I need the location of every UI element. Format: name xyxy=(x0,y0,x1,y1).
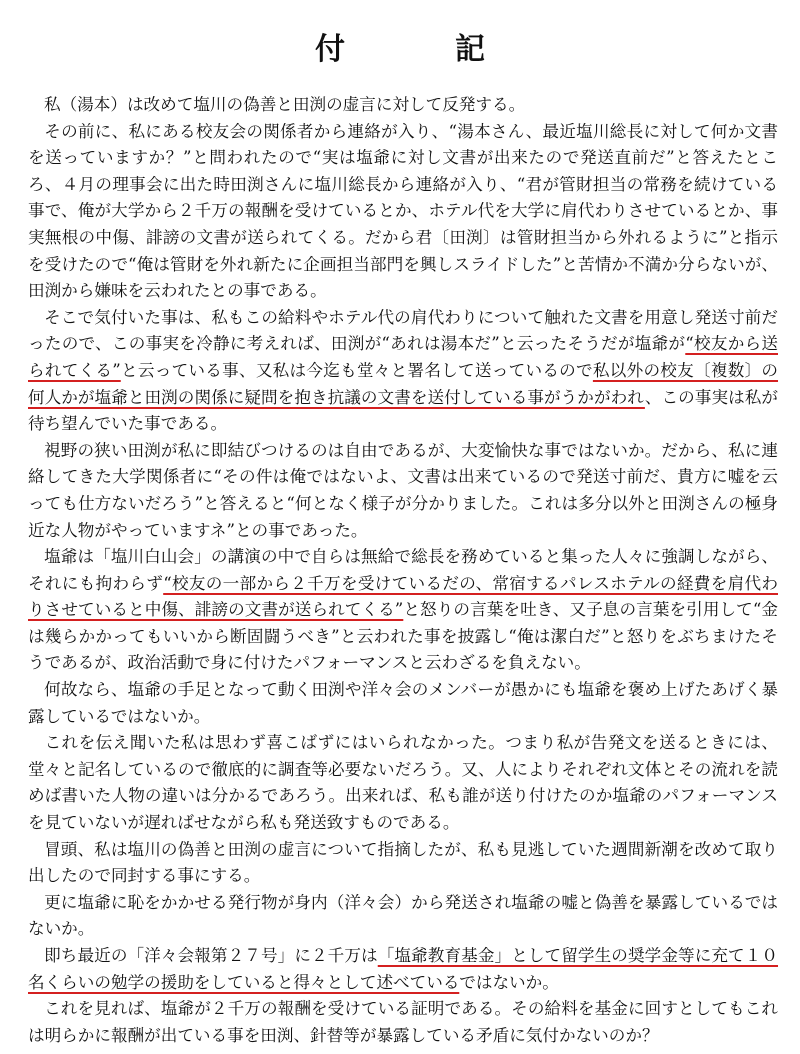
paragraph-text: 、この事実は私が待ち望んでいた事である。 xyxy=(28,387,779,434)
paragraph xyxy=(28,92,778,119)
paragraph-text: 塩爺は「塩川白山会」の講演の中で自らは無給で総長を務めていると集った人々に強調しながら、それにも拘わらず xyxy=(28,547,778,593)
paragraph-text: と云っている事、又私は今迄も堂々と署名して送っているので xyxy=(120,360,593,380)
paragraph-text: 更に塩爺に恥をかかせる発行物が身内（洋々会）から発送され塩爺の嘘と偽善を暴露しているではないか。 xyxy=(28,892,778,939)
paragraph xyxy=(28,837,778,890)
paragraph-text: これを伝え聞いた私は思わず喜こばずにはいられなかった。つまり私が告発文を送るときには、堂々と記名しているので徹底的に調査等必要ないだろう。又、人によりそれぞれ文体とその流れを読めば書いた人物の違いは分かるであろう。出来れば、私も誰が送り付けたのか塩爺のパフォーマンスを見ていないが遅ればせながら私も発送致すものである。 xyxy=(28,733,778,833)
underlined-text: “校友の一部から２千万を受けているだの、常宿するパレスホテルの経費を肩代わりさせていると中傷、誹謗の文書が送られてくる” xyxy=(28,573,778,620)
paragraph xyxy=(28,890,778,943)
paragraph-text: 即ち最近の「洋々会報第２７号」に２千万は xyxy=(44,946,378,965)
paragraph xyxy=(28,119,778,305)
underlined-text: 「塩爺教育基金」として留学生の奨学金等に充て１０名くらいの勉学の援助をしていると得々として述べている xyxy=(28,946,779,992)
paragraph-text: と怒りの言葉を吐き、又子息の言葉を引用して“金は幾らかかってもいいから断固闘うべき”と云われた事を披露し“俺は潔白だ”と怒りをぶちまけたそうであるが、政治活動で身に付けたパフォーマンスと云わざるを負えない。 xyxy=(28,600,778,673)
page-title: 付 記 xyxy=(315,32,525,67)
paragraph xyxy=(28,544,778,677)
paragraph-text: 私（湯本）は改めて塩川の偽善と田渕の虚言に対して反発する。 xyxy=(44,95,526,114)
paragraph-text: 何故なら、塩爺の手足となって動く田渕や洋々会のメンバーが愚かにも塩爺を褒め上げたあげく暴露しているではないか。 xyxy=(28,680,778,726)
paragraph-text: ではないか。 xyxy=(459,972,559,992)
paragraph-text: これを見れば、塩爺が２千万の報酬を受けている証明である。その給料を基金に回すとしてもこれは明らかに報酬が出ている事を田渕、針替等が暴露している矛盾に気付かないのか？ xyxy=(28,999,778,1045)
document-body xyxy=(28,92,778,1049)
paragraph xyxy=(28,996,778,1049)
paragraph-text: そこで気付いた事は、私もこの給料やホテル代の肩代わりについて触れた文書を用意し発送寸前だったので、この事実を冷静に考えれば、田渕が“あれは湯本だ”と云ったそうだが塩爺が xyxy=(28,307,778,354)
paragraph xyxy=(28,730,778,836)
paragraph-text: その前に、私にある校友会の関係者から連絡が入り、“湯本さん、最近塩川総長に対して何か文書を送っていますか？”と問われたので“実は塩爺に対し文書が出来たので発送直前だ”と答えたところ、４月の理事会に出た時田渕さんに塩川総長から連絡が入り、“君が管財担当の常務を続けている事で、俺が大学から２千万の報酬を受けているとか、ホテル代を大学に肩代わりさせているとか、事実無根の中傷、誹謗の文書が送られてくる。だから君〔田渕〕は管財担当から外れるように”と指示を受けたので“俺は管財を外れ新たに企画担当部門を興しスライドした”と苦情か不満か分らないが、田渕から嫌味を云われたとの事である。 xyxy=(28,121,778,301)
paragraph xyxy=(28,677,778,730)
paragraph-text: 視野の狭い田渕が私に即結びつけるのは自由であるが、大変愉快な事ではないか。だから、私に連絡してきた大学関係者に“その件は俺ではないよ、文書は出来ているので発送寸前だ、貴方に嘘を云っても仕方ないだろう”と答えると“何となく様子が分かりました。これは多分以外と田渕さんの極身近な人物がやっていますネ”との事であった。 xyxy=(28,440,778,540)
paragraph xyxy=(28,438,778,544)
paragraph-text: 冒頭、私は塩川の偽善と田渕の虚言について指摘したが、私も見逃していた週間新潮を改めて取り出したので同封する事にする。 xyxy=(28,839,778,886)
underlined-text: 私以外の校友〔複数〕の何人かが塩爺と田渕の関係に疑問を抱き抗議の文書を送付している事がうかがわれ xyxy=(28,360,779,407)
paragraph xyxy=(28,305,778,438)
paragraph xyxy=(28,943,778,996)
underlined-text: “校友から送られてくる” xyxy=(28,334,778,380)
